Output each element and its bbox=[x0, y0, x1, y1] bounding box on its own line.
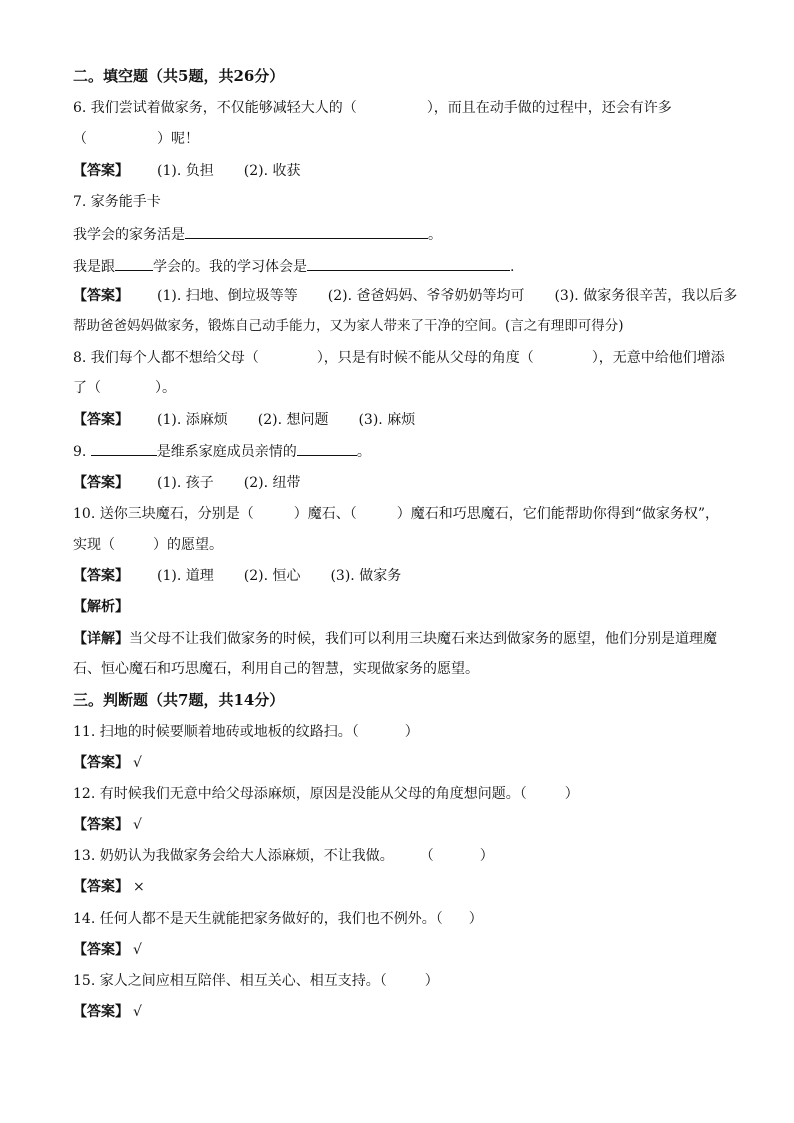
question-15-close: ） bbox=[424, 973, 439, 989]
answer-item: (1). 孩子 bbox=[157, 475, 214, 491]
question-13-line bbox=[73, 846, 494, 866]
answer-item: (1). 负担 bbox=[157, 163, 214, 179]
question-14-line bbox=[73, 909, 483, 929]
question-6-text-b: ），而且在动手做的过程中，还会有许多 bbox=[426, 100, 672, 116]
question-10-answer bbox=[73, 566, 401, 586]
question-6-line-2 bbox=[73, 129, 199, 149]
question-13-open: （ bbox=[419, 848, 434, 864]
answer-item: (2). 纽带 bbox=[243, 475, 301, 491]
question-12-close: ） bbox=[564, 786, 579, 802]
answer-label: 【答案】 bbox=[73, 288, 129, 304]
question-7-line-2 bbox=[73, 256, 514, 277]
analysis-label: 【解析】 bbox=[73, 599, 129, 615]
answer-item: (1). 添麻烦 bbox=[157, 412, 228, 428]
question-7-text-b: 。 bbox=[428, 227, 442, 243]
section-title-fill-blank: 二。填空题（共5题，共26分） bbox=[73, 67, 285, 85]
question-8-line-2 bbox=[73, 378, 176, 398]
fill-blank bbox=[115, 256, 153, 271]
question-11-text: 11. 扫地的时候要顺着地砖或地板的纹路扫。（ bbox=[73, 724, 359, 740]
answer-mark: √ bbox=[133, 942, 142, 958]
fill-blank bbox=[297, 441, 357, 456]
answer-mark: √ bbox=[133, 755, 142, 771]
answer-item: (2). 爸爸妈妈、爷爷奶奶等均可 bbox=[327, 288, 525, 304]
answer-item: (1). 扫地、倒垃圾等等 bbox=[157, 288, 298, 304]
question-12-line bbox=[73, 784, 579, 804]
answer-item: (3). 做家务 bbox=[330, 568, 402, 584]
answer-label: 【答案】 bbox=[73, 755, 129, 771]
question-10-text-b: ）魔石、（ bbox=[293, 506, 357, 522]
question-7-text-c: 我是跟 bbox=[73, 259, 115, 275]
question-9-text-b: 是维系家庭成员亲情的 bbox=[156, 444, 297, 460]
question-14-text: 14. 任何人都不是天生就能把家务做好的，我们也不例外。（ bbox=[73, 911, 443, 927]
fill-blank bbox=[91, 441, 157, 456]
fill-blank bbox=[185, 224, 428, 239]
question-8-text-e: ）。 bbox=[155, 380, 176, 396]
question-14-answer bbox=[73, 940, 142, 960]
answer-label: 【答案】 bbox=[73, 568, 129, 584]
question-15-line bbox=[73, 971, 439, 991]
question-10-text-a: 10. 送你三块魔石，分别是（ bbox=[73, 506, 254, 522]
answer-mark: √ bbox=[133, 1004, 142, 1020]
question-6-answer bbox=[73, 161, 330, 181]
question-13-answer bbox=[73, 877, 145, 897]
question-11-close: ） bbox=[404, 724, 419, 740]
answer-item: (2). 想问题 bbox=[257, 412, 329, 428]
question-8-text-c: ），无意中给他们增添 bbox=[591, 350, 725, 366]
question-13-close: ） bbox=[479, 848, 494, 864]
question-15-answer bbox=[73, 1002, 142, 1022]
answer-mark: × bbox=[133, 879, 145, 895]
question-6-line-1 bbox=[73, 98, 672, 118]
answer-label: 【答案】 bbox=[73, 412, 129, 428]
answer-item: (3). 做家务很辛苦，我以后多 bbox=[554, 288, 738, 304]
answer-item: (2). 恒心 bbox=[243, 568, 301, 584]
question-8-text-b: ），只是有时候不能从父母的角度（ bbox=[316, 350, 534, 366]
question-6-text-c: （ bbox=[73, 131, 87, 147]
question-9-text-a: 9. bbox=[73, 444, 91, 460]
question-7-answer-cont: 帮助爸爸妈妈做家务，锻炼自己动手能力，又为家人带来了干净的空间。(言之有理即可得分) bbox=[73, 318, 624, 334]
question-7-answer bbox=[73, 286, 737, 306]
question-10-detail-2: 石、恒心魔石和巧思魔石，利用自己的智慧，实现做家务的愿望。 bbox=[73, 661, 479, 677]
answer-mark: √ bbox=[133, 817, 142, 833]
question-14-close: ） bbox=[468, 911, 483, 927]
question-8-answer bbox=[73, 410, 415, 430]
answer-label: 【答案】 bbox=[73, 163, 129, 179]
question-6-text-d: ）呢！ bbox=[157, 131, 199, 147]
question-8-text-d: 了（ bbox=[73, 380, 101, 396]
question-12-answer bbox=[73, 815, 142, 835]
question-10-line-1 bbox=[73, 504, 719, 524]
question-12-text: 12. 有时候我们无意中给父母添麻烦，原因是没能从父母的角度想问题。（ bbox=[73, 786, 527, 802]
question-9-line bbox=[73, 441, 371, 462]
question-10-text-d: 实现（ bbox=[73, 537, 115, 553]
answer-item: (1). 道理 bbox=[157, 568, 214, 584]
fill-blank bbox=[307, 256, 510, 271]
question-13-text: 13. 奶奶认为我做家务会给大人添麻烦，不让我做。 bbox=[73, 848, 394, 864]
question-11-line bbox=[73, 722, 419, 742]
question-7-line-1 bbox=[73, 224, 442, 245]
answer-label: 【答案】 bbox=[73, 1004, 129, 1020]
answer-label: 【答案】 bbox=[73, 475, 129, 491]
question-7-title: 7. 家务能手卡 bbox=[73, 194, 161, 210]
question-10-text-c: ）魔石和巧思魔石，它们能帮助你得到“做家务权”， bbox=[396, 506, 720, 522]
question-8-text-a: 8. 我们每个人都不想给父母（ bbox=[73, 350, 259, 366]
detail-text: 当父母不让我们做家务的时候，我们可以利用三块魔石来达到做家务的愿望，他们分别是道理魔 bbox=[129, 631, 717, 647]
answer-item: (3). 麻烦 bbox=[358, 412, 416, 428]
question-10-detail-1 bbox=[73, 629, 717, 649]
detail-label: 【详解】 bbox=[73, 631, 129, 647]
question-9-text-c: 。 bbox=[356, 444, 371, 460]
question-7-text-a: 我学会的家务活是 bbox=[73, 227, 185, 243]
question-10-line-2 bbox=[73, 535, 223, 555]
question-9-answer bbox=[73, 473, 300, 493]
answer-label: 【答案】 bbox=[73, 817, 129, 833]
question-11-answer bbox=[73, 753, 142, 773]
answer-item: (2). 收获 bbox=[243, 163, 301, 179]
question-8-line-1 bbox=[73, 348, 725, 368]
question-7-text-d: 学会的。我的学习体会是 bbox=[153, 259, 307, 275]
question-10-text-e: ）的愿望。 bbox=[153, 537, 223, 553]
section-title-true-false: 三。判断题（共7题，共14分） bbox=[73, 691, 285, 709]
question-6-text-a: 6. 我们尝试着做家务，不仅能够减轻大人的（ bbox=[73, 100, 357, 116]
question-15-text: 15. 家人之间应相互陪伴、相互关心、相互支持。（ bbox=[73, 973, 387, 989]
question-7-text-e: . bbox=[510, 259, 515, 275]
answer-label: 【答案】 bbox=[73, 942, 129, 958]
answer-label: 【答案】 bbox=[73, 879, 129, 895]
